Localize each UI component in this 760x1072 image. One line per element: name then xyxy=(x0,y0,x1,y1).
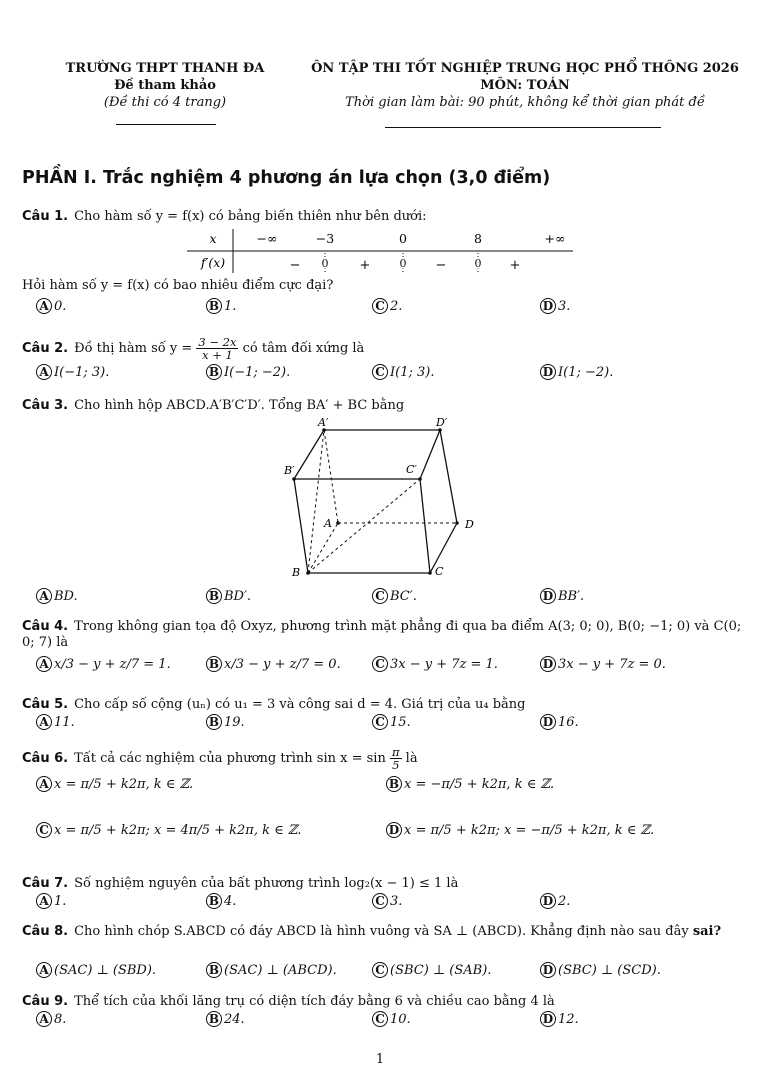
answer-option-d[interactable] xyxy=(540,588,584,605)
option-letter: A xyxy=(36,298,52,314)
answer-option-a[interactable] xyxy=(36,364,109,381)
question-label: Câu 5. xyxy=(22,697,69,712)
option-letter: D xyxy=(540,364,556,380)
answer-option-c[interactable] xyxy=(372,298,402,315)
answer-option-c[interactable] xyxy=(36,822,302,839)
option-letter: A xyxy=(36,893,52,909)
answer-option-d[interactable] xyxy=(540,298,570,315)
variation-table xyxy=(185,227,575,275)
exam-title: ÔN TẬP THI TỐT NGHIỆP TRUNG HỌC PHỔ THÔNG 2026 xyxy=(311,61,739,76)
answer-option-b[interactable] xyxy=(206,714,245,731)
question-4 xyxy=(22,619,748,651)
option-letter: B xyxy=(206,1011,222,1027)
option-text: (SBC) ⊥ (SAB). xyxy=(390,963,492,978)
answer-option-a[interactable] xyxy=(36,893,66,910)
option-letter: A xyxy=(36,588,52,604)
question-1-followup: Hỏi hàm số y = f(x) có bao nhiêu điểm cực đại? xyxy=(22,278,334,293)
question-label: Câu 8. xyxy=(22,924,69,939)
question-stem: Thể tích của khối lăng trụ có diện tích đáy bằng 6 và chiều cao bằng 4 là xyxy=(74,994,555,1009)
table-x-value: +∞ xyxy=(544,231,566,246)
header-left-rule xyxy=(116,124,216,125)
question-label: Câu 6. xyxy=(22,751,69,766)
question-label: Câu 9. xyxy=(22,994,69,1009)
option-text: 0. xyxy=(54,299,67,314)
option-text: 3. xyxy=(390,894,403,909)
table-x-value: 0 xyxy=(399,231,407,246)
option-letter: B xyxy=(206,364,222,380)
option-text: 12. xyxy=(558,1012,579,1027)
time-note: Thời gian làm bài: 90 phút, không kể thời gian phát đề xyxy=(345,95,705,110)
table-zero: 0 xyxy=(474,257,482,270)
table-f-head: f′(x) xyxy=(200,255,226,270)
pages-note: (Đề thi có 4 trang) xyxy=(103,95,227,110)
option-text: 3. xyxy=(558,299,571,314)
option-text: x = π/5 + k2π; x = 4π/5 + k2π, k ∈ ℤ. xyxy=(54,823,302,838)
option-letter: A xyxy=(36,962,52,978)
option-letter: C xyxy=(372,656,388,672)
option-letter: D xyxy=(540,1011,556,1027)
table-sign-row xyxy=(290,253,521,273)
answer-option-b[interactable] xyxy=(206,962,337,979)
option-text: x/3 − y + z/7 = 0. xyxy=(224,657,341,672)
question-9 xyxy=(22,994,748,1010)
school-name: TRƯỜNG THPT THANH ĐA xyxy=(65,61,265,76)
question-stem: Số nghiệm nguyên của bất phương trình log₂(x − 1) ≤ 1 là xyxy=(74,876,459,891)
option-letter: D xyxy=(540,893,556,909)
question-stem: Đồ thị hàm số y = xyxy=(74,341,193,356)
answer-option-d[interactable] xyxy=(540,364,613,381)
option-letter: D xyxy=(540,714,556,730)
label-D: D xyxy=(465,518,474,531)
option-letter: B xyxy=(206,893,222,909)
question-stem: Trong không gian tọa độ Oxyz, phương trình mặt phẳng đi qua ba điểm A(3; 0; 0), B(0; −1; 0) và C(0; 0; 7) là xyxy=(22,619,742,650)
option-text: I(−1; 3). xyxy=(54,365,110,380)
question-label: Câu 4. xyxy=(22,619,69,634)
doc-type: Đề tham khảo xyxy=(114,78,216,93)
question-stem-bold: sai xyxy=(692,924,714,939)
answer-option-a[interactable] xyxy=(36,776,193,793)
question-stem-end: là xyxy=(405,751,418,766)
option-text: 3x − y + 7z = 1. xyxy=(390,657,498,672)
answer-option-c[interactable] xyxy=(372,656,498,673)
answer-option-b[interactable] xyxy=(206,656,341,673)
fraction xyxy=(196,336,238,361)
option-letter: A xyxy=(36,714,52,730)
answer-option-a[interactable] xyxy=(36,588,78,605)
option-letter: D xyxy=(540,588,556,604)
option-letter: D xyxy=(386,822,402,838)
option-letter: A xyxy=(36,1011,52,1027)
label-B1: B′ xyxy=(284,464,295,477)
question-label: Câu 2. xyxy=(22,341,69,356)
option-text: BC′. xyxy=(390,589,417,604)
option-letter: C xyxy=(372,588,388,604)
table-sign: + xyxy=(509,258,521,273)
option-letter: D xyxy=(540,656,556,672)
option-letter: B xyxy=(386,776,402,792)
fraction-denominator: x + 1 xyxy=(202,348,233,362)
answer-option-a[interactable] xyxy=(36,1011,66,1028)
fraction-pi-5: $\frac{\pi}{5}$ xyxy=(391,745,400,772)
question-5 xyxy=(22,697,748,713)
option-text: I(1; 3). xyxy=(390,365,435,380)
table-x-value: −∞ xyxy=(256,231,278,246)
page-number: 1 xyxy=(375,1052,385,1067)
answer-option-d[interactable] xyxy=(540,962,661,979)
answer-option-b[interactable] xyxy=(206,588,251,605)
answer-option-a[interactable] xyxy=(36,298,66,315)
option-letter: C xyxy=(372,1011,388,1027)
answer-option-d[interactable] xyxy=(386,822,654,839)
question-3 xyxy=(22,398,748,414)
option-text: x = π/5 + k2π; x = −π/5 + k2π, k ∈ ℤ. xyxy=(404,823,655,838)
option-text: 3x − y + 7z = 0. xyxy=(558,657,666,672)
question-2 xyxy=(22,336,748,361)
option-letter: C xyxy=(372,962,388,978)
fraction-numerator: 3 − 2x xyxy=(198,335,237,349)
answer-option-a[interactable] xyxy=(36,962,156,979)
option-text: x/3 − y + z/7 = 1. xyxy=(54,657,171,672)
table-x-value: −3 xyxy=(315,231,335,246)
answer-option-d[interactable] xyxy=(540,714,579,731)
option-text: (SAC) ⊥ (ABCD). xyxy=(224,963,337,978)
question-stem: Cho hình chóp S.ABCD có đáy ABCD là hình vuông và SA ⊥ (ABCD). Khẳng định nào sau đây xyxy=(74,924,689,939)
option-letter: B xyxy=(206,656,222,672)
answer-option-b[interactable] xyxy=(206,893,236,910)
option-letter: B xyxy=(206,298,222,314)
answer-option-c[interactable] xyxy=(372,714,411,731)
question-stem: Cho cấp số cộng (uₙ) có u₁ = 3 và công sai d = 4. Giá trị của u₄ bằng xyxy=(74,697,526,712)
option-letter: D xyxy=(540,962,556,978)
option-text: 11. xyxy=(54,715,75,730)
table-x-value: 8 xyxy=(474,231,482,246)
option-letter: C xyxy=(372,714,388,730)
option-text: 4. xyxy=(224,894,237,909)
answer-option-d[interactable] xyxy=(540,893,570,910)
parallelepiped-figure xyxy=(270,415,490,585)
answer-option-a[interactable] xyxy=(36,656,171,673)
answer-option-d[interactable] xyxy=(540,1011,579,1028)
answer-option-b[interactable] xyxy=(386,776,554,793)
table-x-head: x xyxy=(209,231,217,246)
option-text: BB′. xyxy=(558,589,585,604)
option-letter: B xyxy=(206,588,222,604)
answer-option-c[interactable] xyxy=(372,962,491,979)
option-letter: C xyxy=(372,893,388,909)
option-text: x = −π/5 + k2π, k ∈ ℤ. xyxy=(404,777,555,792)
option-text: BD′. xyxy=(224,589,252,604)
option-text: I(−1; −2). xyxy=(224,365,291,380)
option-text: 2. xyxy=(390,299,403,314)
label-B: B xyxy=(292,566,301,579)
question-stem-end: ? xyxy=(713,924,722,939)
answer-option-d[interactable] xyxy=(540,656,666,673)
option-letter: D xyxy=(540,298,556,314)
option-text: I(1; −2). xyxy=(558,365,614,380)
label-C: C xyxy=(435,565,444,578)
table-x-values xyxy=(257,231,566,246)
question-label: Câu 1. xyxy=(22,209,69,224)
answer-option-b[interactable] xyxy=(206,1011,245,1028)
question-1 xyxy=(22,209,748,225)
answer-option-b[interactable] xyxy=(206,364,290,381)
table-sign: − xyxy=(435,258,447,273)
question-stem: Cho hàm số y = f(x) có bảng biến thiên như bên dưới: xyxy=(74,209,427,224)
answer-option-c[interactable] xyxy=(372,1011,411,1028)
option-letter: B xyxy=(206,714,222,730)
label-A: A xyxy=(324,517,332,530)
question-8 xyxy=(22,924,748,940)
answer-option-c[interactable] xyxy=(372,364,434,381)
header-right xyxy=(300,60,750,111)
table-zero: 0 xyxy=(399,257,407,270)
option-letter: A xyxy=(36,776,52,792)
option-letter: C xyxy=(36,822,52,838)
label-C1: C′ xyxy=(406,463,417,476)
option-text: 1. xyxy=(54,894,67,909)
option-text: 8. xyxy=(54,1012,67,1027)
subject: MÔN: TOÁN xyxy=(480,78,570,93)
question-label: Câu 7. xyxy=(22,876,69,891)
section-title: PHẦN I. Trắc nghiệm 4 phương án lựa chọn (3,0 điểm) xyxy=(22,168,551,188)
answer-option-b[interactable] xyxy=(206,298,236,315)
question-6 xyxy=(22,746,748,771)
question-label: Câu 3. xyxy=(22,398,69,413)
option-text: 15. xyxy=(390,715,411,730)
question-stem: Cho hình hộp ABCD.A′B′C′D′. Tổng BA′ + BC bằng xyxy=(74,398,405,413)
question-stem-end: có tâm đối xứng là xyxy=(242,341,365,356)
header-left xyxy=(40,60,290,111)
answer-option-c[interactable] xyxy=(372,588,417,605)
option-text: 10. xyxy=(390,1012,411,1027)
label-D1: D′ xyxy=(436,416,448,429)
option-text: 24. xyxy=(224,1012,245,1027)
answer-option-a[interactable] xyxy=(36,714,75,731)
option-letter: B xyxy=(206,962,222,978)
table-sign: + xyxy=(359,258,371,273)
option-text: 2. xyxy=(558,894,571,909)
option-text: BD. xyxy=(54,589,78,604)
option-text: 1. xyxy=(224,299,237,314)
option-letter: A xyxy=(36,656,52,672)
table-sign: − xyxy=(289,258,301,273)
option-text: 16. xyxy=(558,715,579,730)
option-letter: C xyxy=(372,298,388,314)
question-7 xyxy=(22,876,748,892)
table-zero: 0 xyxy=(321,257,329,270)
option-text: (SBC) ⊥ (SCD). xyxy=(558,963,661,978)
option-letter: C xyxy=(372,364,388,380)
question-stem: Tất cả các nghiệm của phương trình sin x = sin xyxy=(74,751,386,766)
option-text: 19. xyxy=(224,715,245,730)
header-right-rule xyxy=(385,127,661,128)
option-letter: A xyxy=(36,364,52,380)
option-text: x = π/5 + k2π, k ∈ ℤ. xyxy=(54,777,194,792)
label-A1: A′ xyxy=(318,416,329,429)
option-text: (SAC) ⊥ (SBD). xyxy=(54,963,157,978)
answer-option-c[interactable] xyxy=(372,893,402,910)
